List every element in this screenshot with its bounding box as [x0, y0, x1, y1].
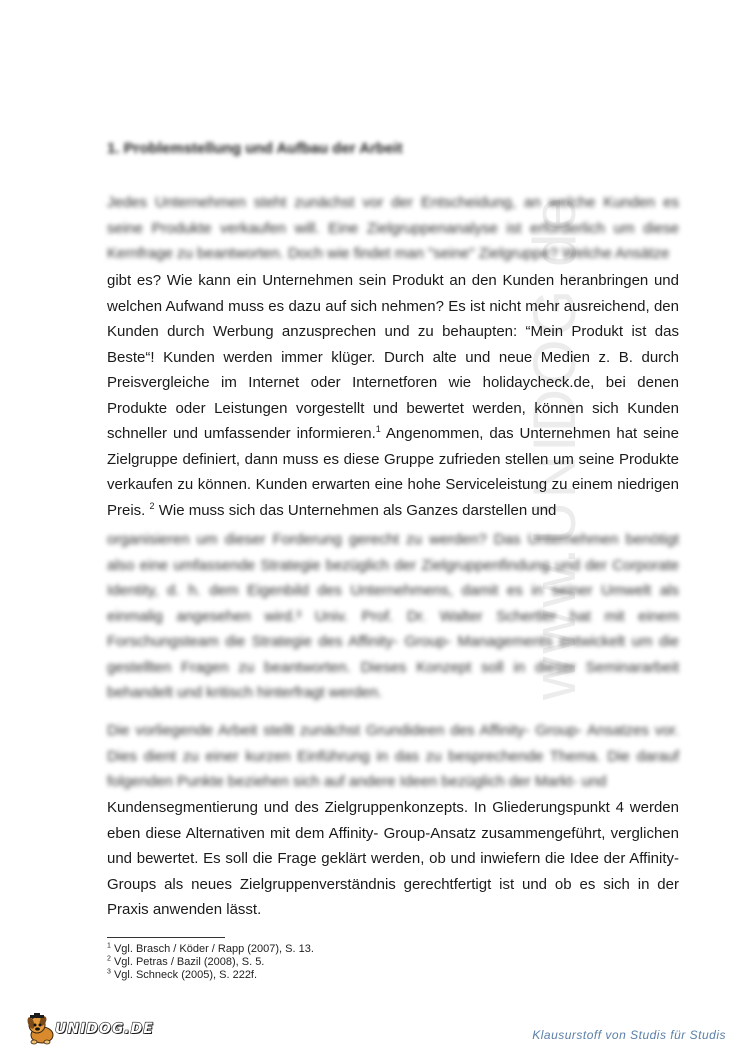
footnote-2: $^2$ Vgl. Petras / Bazil (2008), S. 5. — [107, 955, 265, 968]
blurred-paragraph-2-start: Die vorliegende Arbeit stellt zunächst Grundideen des Affinity- Group- Ansatzes vor. Dies dient zu einer kurzen Einführung in das zu besprechende Thema. Die darauf folgenden Punkte beziehen sich auf andere Ideen bezüglich der Markt- und — [107, 722, 679, 790]
section-heading: 1. Problemstellung und Aufbau der Arbeit — [107, 140, 403, 157]
blurred-middle-text: organisieren um dieser Forderung gerecht zu werden? Das Unternehmen benötigt also eine umfassende Strategie bezüglich der Zielgruppenfindung und der Corporate Identity, d. h. dem Eigenbild des Unternehmens, damit es in seiner Umwelt als einmalig angesehen wird.³ Univ. Prof. Dr. Walter Schertler hat mit einem Forschungsteam die Strategie des Affinity- Group- Managements entwickelt um die gestellten Fragen zu beantworten. Dieses Konzept soll in dieser Seminararbeit behandelt und kritisch hinterfragt werden. — [107, 531, 679, 701]
paragraph-1-part-1: gibt es? Wie kann ein Unternehmen sein Produkt an den Kunden heranbringen und welchen Aufwand muss es dazu auf sich nehmen? Es ist nicht mehr ausreichend, den Kunden durch Werbung anzusprechen und zu behaupten: “Mein Produkt ist das Beste“! Kunden werden immer klüger. Durch alte und neue Medien z. B. durch Preisvergleiche im Internet oder Internetforen wie holidaycheck.de, bei denen Produkte oder Leistungen vorgestellt und bewertet werden, können sich Kunden schneller und umfassender informieren. — [107, 272, 679, 442]
footnote-ref-2: 2 — [149, 500, 155, 511]
paragraph-1-part-3: Wie muss sich das Unternehmen als Ganzes darstellen und — [154, 501, 557, 519]
paragraph-1 — [107, 268, 679, 523]
watermark: www.UNIDOG.de — [521, 194, 588, 700]
blurred-intro-text: Jedes Unternehmen steht zunächst vor der Entscheidung, an welche Kunden es seine Produkte verkaufen will. Eine Zielgruppenanalyse ist erforderlich um diese Kernfrage zu beantworten. Doch wie findet man "seine" Zielgruppe? Welche Ansätze — [107, 194, 679, 262]
paragraph-1-part-2: Angenommen, das Unternehmen hat seine Zielgruppe definiert, dann muss es diese Gruppe zufrieden stellen um seine Produkte verkaufen zu können. Kunden erwarten eine hohe Serviceleistung zu einem niedrigen Preis. — [107, 425, 679, 519]
footnote-1: $^1$ Vgl. Brasch / Köder / Rapp (2007), S. 13. — [107, 942, 314, 955]
footnotes — [107, 943, 314, 982]
footnote-3: $^3$ Vgl. Schneck (2005), S. 222f. — [107, 968, 258, 981]
paragraph-2: Kundensegmentierung und des Zielgruppenkonzepts. In Gliederungspunkt 4 werden eben diese Alternativen mit dem Affinity- Group-Ansatz zusammengeführt, verglichen und bewertet. Es soll die Frage geklärt werden, ob und inwiefern die Idee der Affinity-Groups als neues Zielgruppenverständnis gerechtfertigt ist und ob es sich in der Praxis anwenden lässt. — [107, 799, 679, 918]
dog-mascot-icon — [24, 1013, 58, 1045]
footnote-divider — [107, 937, 225, 938]
unidog-logo — [24, 1013, 159, 1045]
footer-tagline: Klausurstoff von Studis für Studis — [532, 1028, 726, 1042]
logo-text: UNIDOG.DE — [55, 1021, 154, 1037]
footnote-ref-1: 1 — [375, 424, 381, 434]
